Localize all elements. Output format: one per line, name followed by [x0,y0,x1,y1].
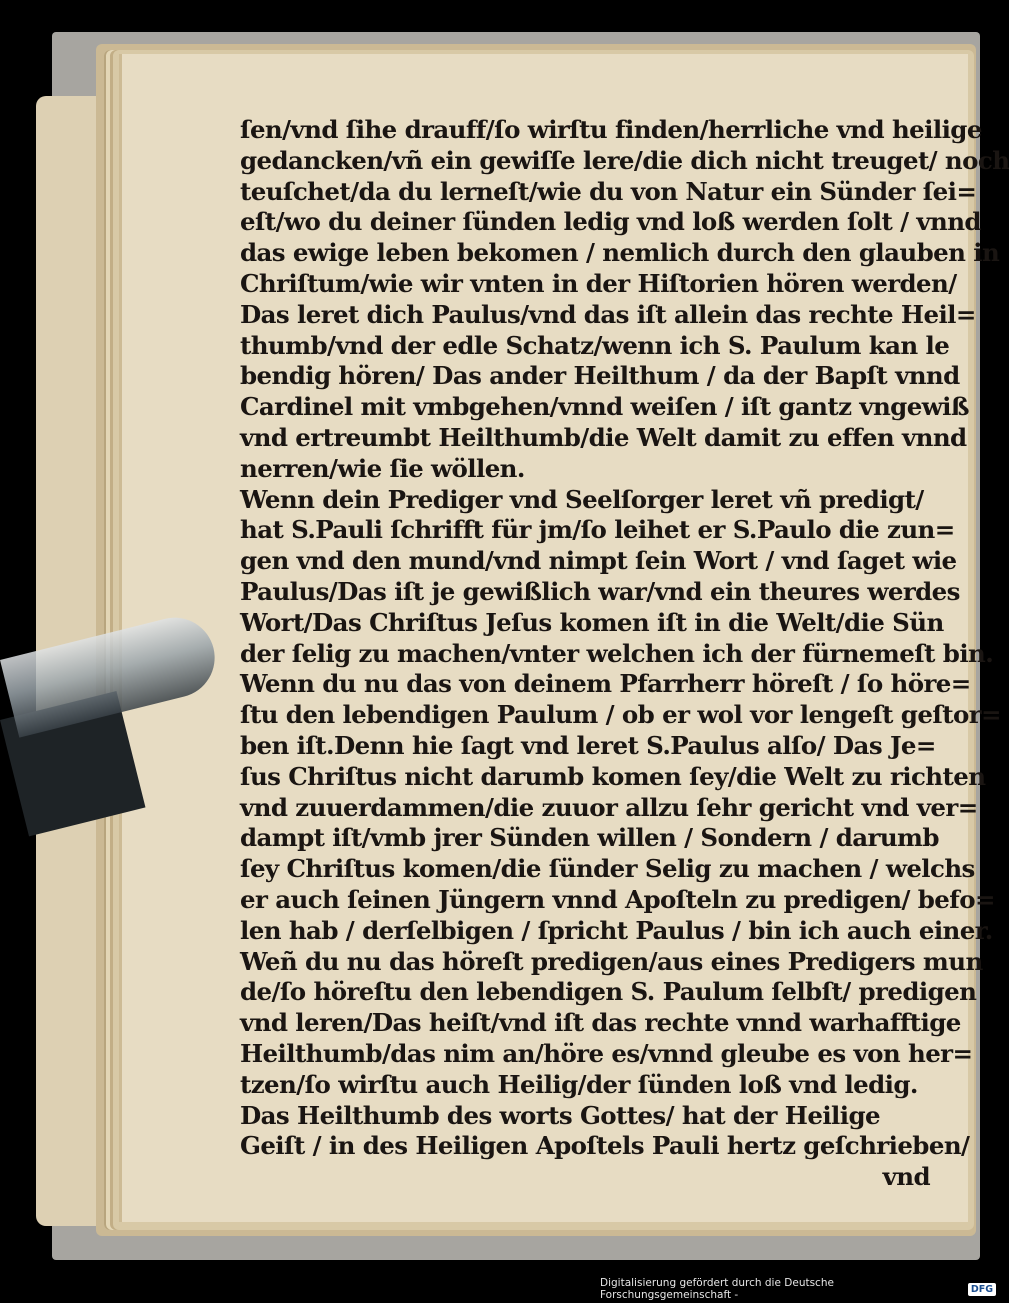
text-line: ſtu den lebendigen Paulum / ob er wol vor lengeſt geſtor= [240,700,1001,730]
page-text [240,115,1009,1193]
text-line: Wenn du nu das von deinem Pfarrherr höreſt / ſo höre= [240,669,971,699]
text-line: ſen/vnd ſihe drauff/ſo wirſtu finden/herrliche vnd heilige [240,115,982,144]
text-line: eſt/wo du deiner ſünden ledig vnd loß werden ſolt / vnnd [240,207,981,237]
text-line: Geiſt / in des Heiligen Apoſtels Pauli hertz geſchrieben/ [240,1131,970,1161]
text-line: Weñ du nu das höreſt predigen/aus eines Predigers mun [240,946,983,976]
text-line: Cardinel mit vmbgehen/vnnd weiſen / iſt gantz vngewiß [240,392,969,422]
text-line: tzen/ſo wirſtu auch Heilig/der ſünden loß vnd ledig. [240,1069,918,1099]
text-line: Das leret dich Paulus/vnd das iſt allein das rechte Heil= [240,299,976,329]
text-line: de/ſo höreſtu den lebendigen S. Paulum ſelbſt/ predigen [240,977,977,1007]
text-line: gen vnd den mund/vnd nimpt ſein Wort / vnd ſaget wie [240,546,957,576]
text-line: dampt iſt/vmb jrer Sünden willen / Sondern / darumb [240,823,939,853]
text-line: teuſchet/da du lerneſt/wie du von Natur ein Sünder ſei= [240,176,977,206]
text-line: vnd leren/Das heiſt/vnd iſt das rechte vnnd warhafftige [240,1008,961,1038]
dfg-logo: DFG [968,1283,996,1296]
digitization-footer [600,1278,996,1300]
text-line: nerren/wie ſie wöllen. [240,453,525,483]
catchword: vnd [882,1162,930,1192]
text-line: der ſelig zu machen/vnter welchen ich der fürnemeſt bin. [240,638,994,668]
text-line: hat S.Pauli ſchrifft für jm/ſo leihet er S.Paulo die zun= [240,515,955,545]
text-line: Paulus/Das iſt je gewißlich war/vnd ein theures werdes [240,576,960,606]
text-line: er auch ſeinen Jüngern vnnd Apoſteln zu predigen/ befo= [240,884,995,914]
text-line: Wort/Das Chriſtus Jeſus komen iſt in die Welt/die Sün [240,607,944,637]
text-line: Das Heilthumb des worts Gottes/ hat der Heilige [240,1100,880,1130]
text-line: len hab / derſelbigen / ſpricht Paulus / bin ich auch einer. [240,915,993,945]
text-line: vnd zuuerdammen/die zuuor allzu ſehr gericht vnd ver= [240,792,978,822]
text-line: das ewige leben bekomen / nemlich durch den glauben in [240,238,1000,268]
text-line: ſey Chriſtus komen/die ſünder Selig zu machen / welchs [240,854,975,884]
text-line: gedancken/vñ ein gewiſſe lere/die dich nicht treuget/ noch [240,145,1009,175]
text-line: bendig hören/ Das ander Heilthum / da der Bapſt vnnd [240,361,960,391]
text-line: Chriſtum/wie wir vnten in der Hiſtorien hören werden/ [240,268,957,298]
text-line: Wenn dein Prediger vnd Seelſorger leret vñ predigt/ [240,484,924,514]
footer-credit-text: Digitalisierung gefördert durch die Deutsche Forschungsgemeinschaft - [600,1277,834,1301]
text-line: thumb/vnd der edle Schatz/wenn ich S. Paulum kan le [240,330,950,360]
text-line: vnd ertreumbt Heilthumb/die Welt damit zu effen vnnd [240,422,967,452]
text-line: ben iſt.Denn hie ſagt vnd leret S.Paulus alſo/ Das Je= [240,730,936,760]
text-line: Heilthumb/das nim an/höre es/vnnd gleube es von her= [240,1038,973,1068]
text-line: ſus Chriſtus nicht darumb komen ſey/die Welt zu richten [240,761,986,791]
